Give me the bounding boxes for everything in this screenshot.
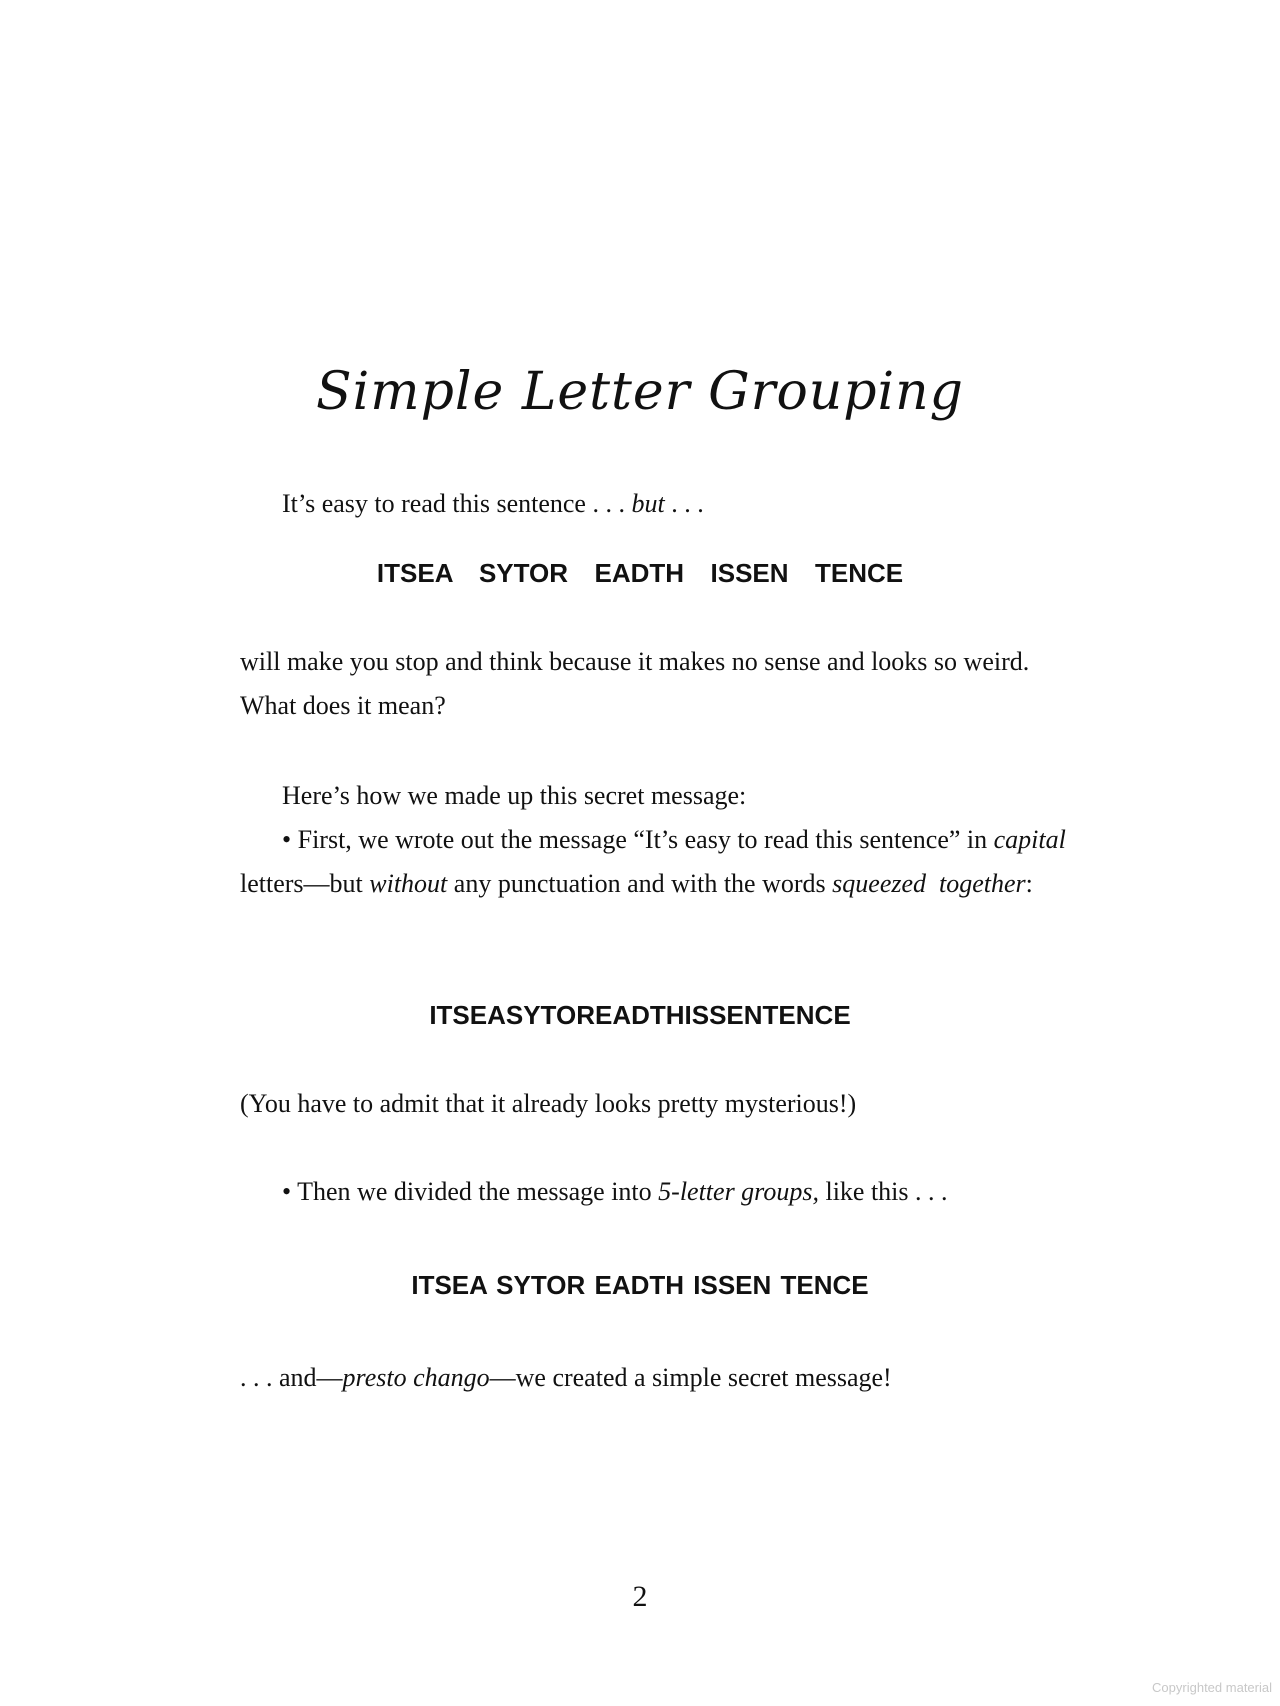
bullet-first-part2: letters—but — [240, 869, 370, 898]
closing-part2: —we created a simple secret message! — [489, 1363, 892, 1392]
bullet-then-italic: 5-letter groups, — [658, 1177, 819, 1206]
bullet-first-italic-capital: capital — [993, 825, 1066, 854]
closing-italic: presto chango — [342, 1363, 490, 1392]
page-title: Simple Letter Grouping — [316, 362, 964, 422]
bullet-first-italic-squeezed: squeezed together — [832, 869, 1026, 898]
paragraph-mysterious: (You have to admit that it already looks pretty mysterious!) — [240, 1089, 857, 1118]
intro-after: . . . — [664, 489, 704, 518]
bullet-first-part1: • First, we wrote out the message “It’s easy to read this sentence” in — [282, 825, 994, 854]
bullet-first — [240, 818, 1080, 906]
code-grouped-example: ITSEA SYTOR EADTH ISSEN TENCE — [376, 558, 904, 588]
code-grouped-result: ITSEA SYTOR EADTH ISSEN TENCE — [411, 1270, 869, 1300]
paragraph-how: Here’s how we made up this secret message: — [282, 781, 747, 810]
closing-part1: . . . and— — [240, 1363, 343, 1392]
closing-paragraph — [240, 1356, 1080, 1400]
intro-text: It’s easy to read this sentence . . . — [282, 489, 632, 518]
intro-italic: but — [631, 489, 665, 518]
paragraph-weird: will make you stop and think because it makes no sense and looks so weird. What does it mean? — [240, 647, 1030, 720]
copyright-watermark: Copyrighted material — [1152, 1680, 1272, 1695]
bullet-then-part2: like this . . . — [818, 1177, 948, 1206]
page-number: 2 — [632, 1580, 648, 1613]
bullet-first-part4: : — [1025, 869, 1033, 898]
bullet-first-italic-without: without — [369, 869, 448, 898]
bullet-then-part1: • Then we divided the message into — [282, 1177, 659, 1206]
bullet-first-part3: any punctuation and with the words — [447, 869, 833, 898]
bullet-then — [240, 1170, 1080, 1214]
intro-paragraph — [240, 482, 1080, 526]
code-joined-example: ITSEASYTOREADTHISSENTENCE — [429, 1000, 851, 1030]
